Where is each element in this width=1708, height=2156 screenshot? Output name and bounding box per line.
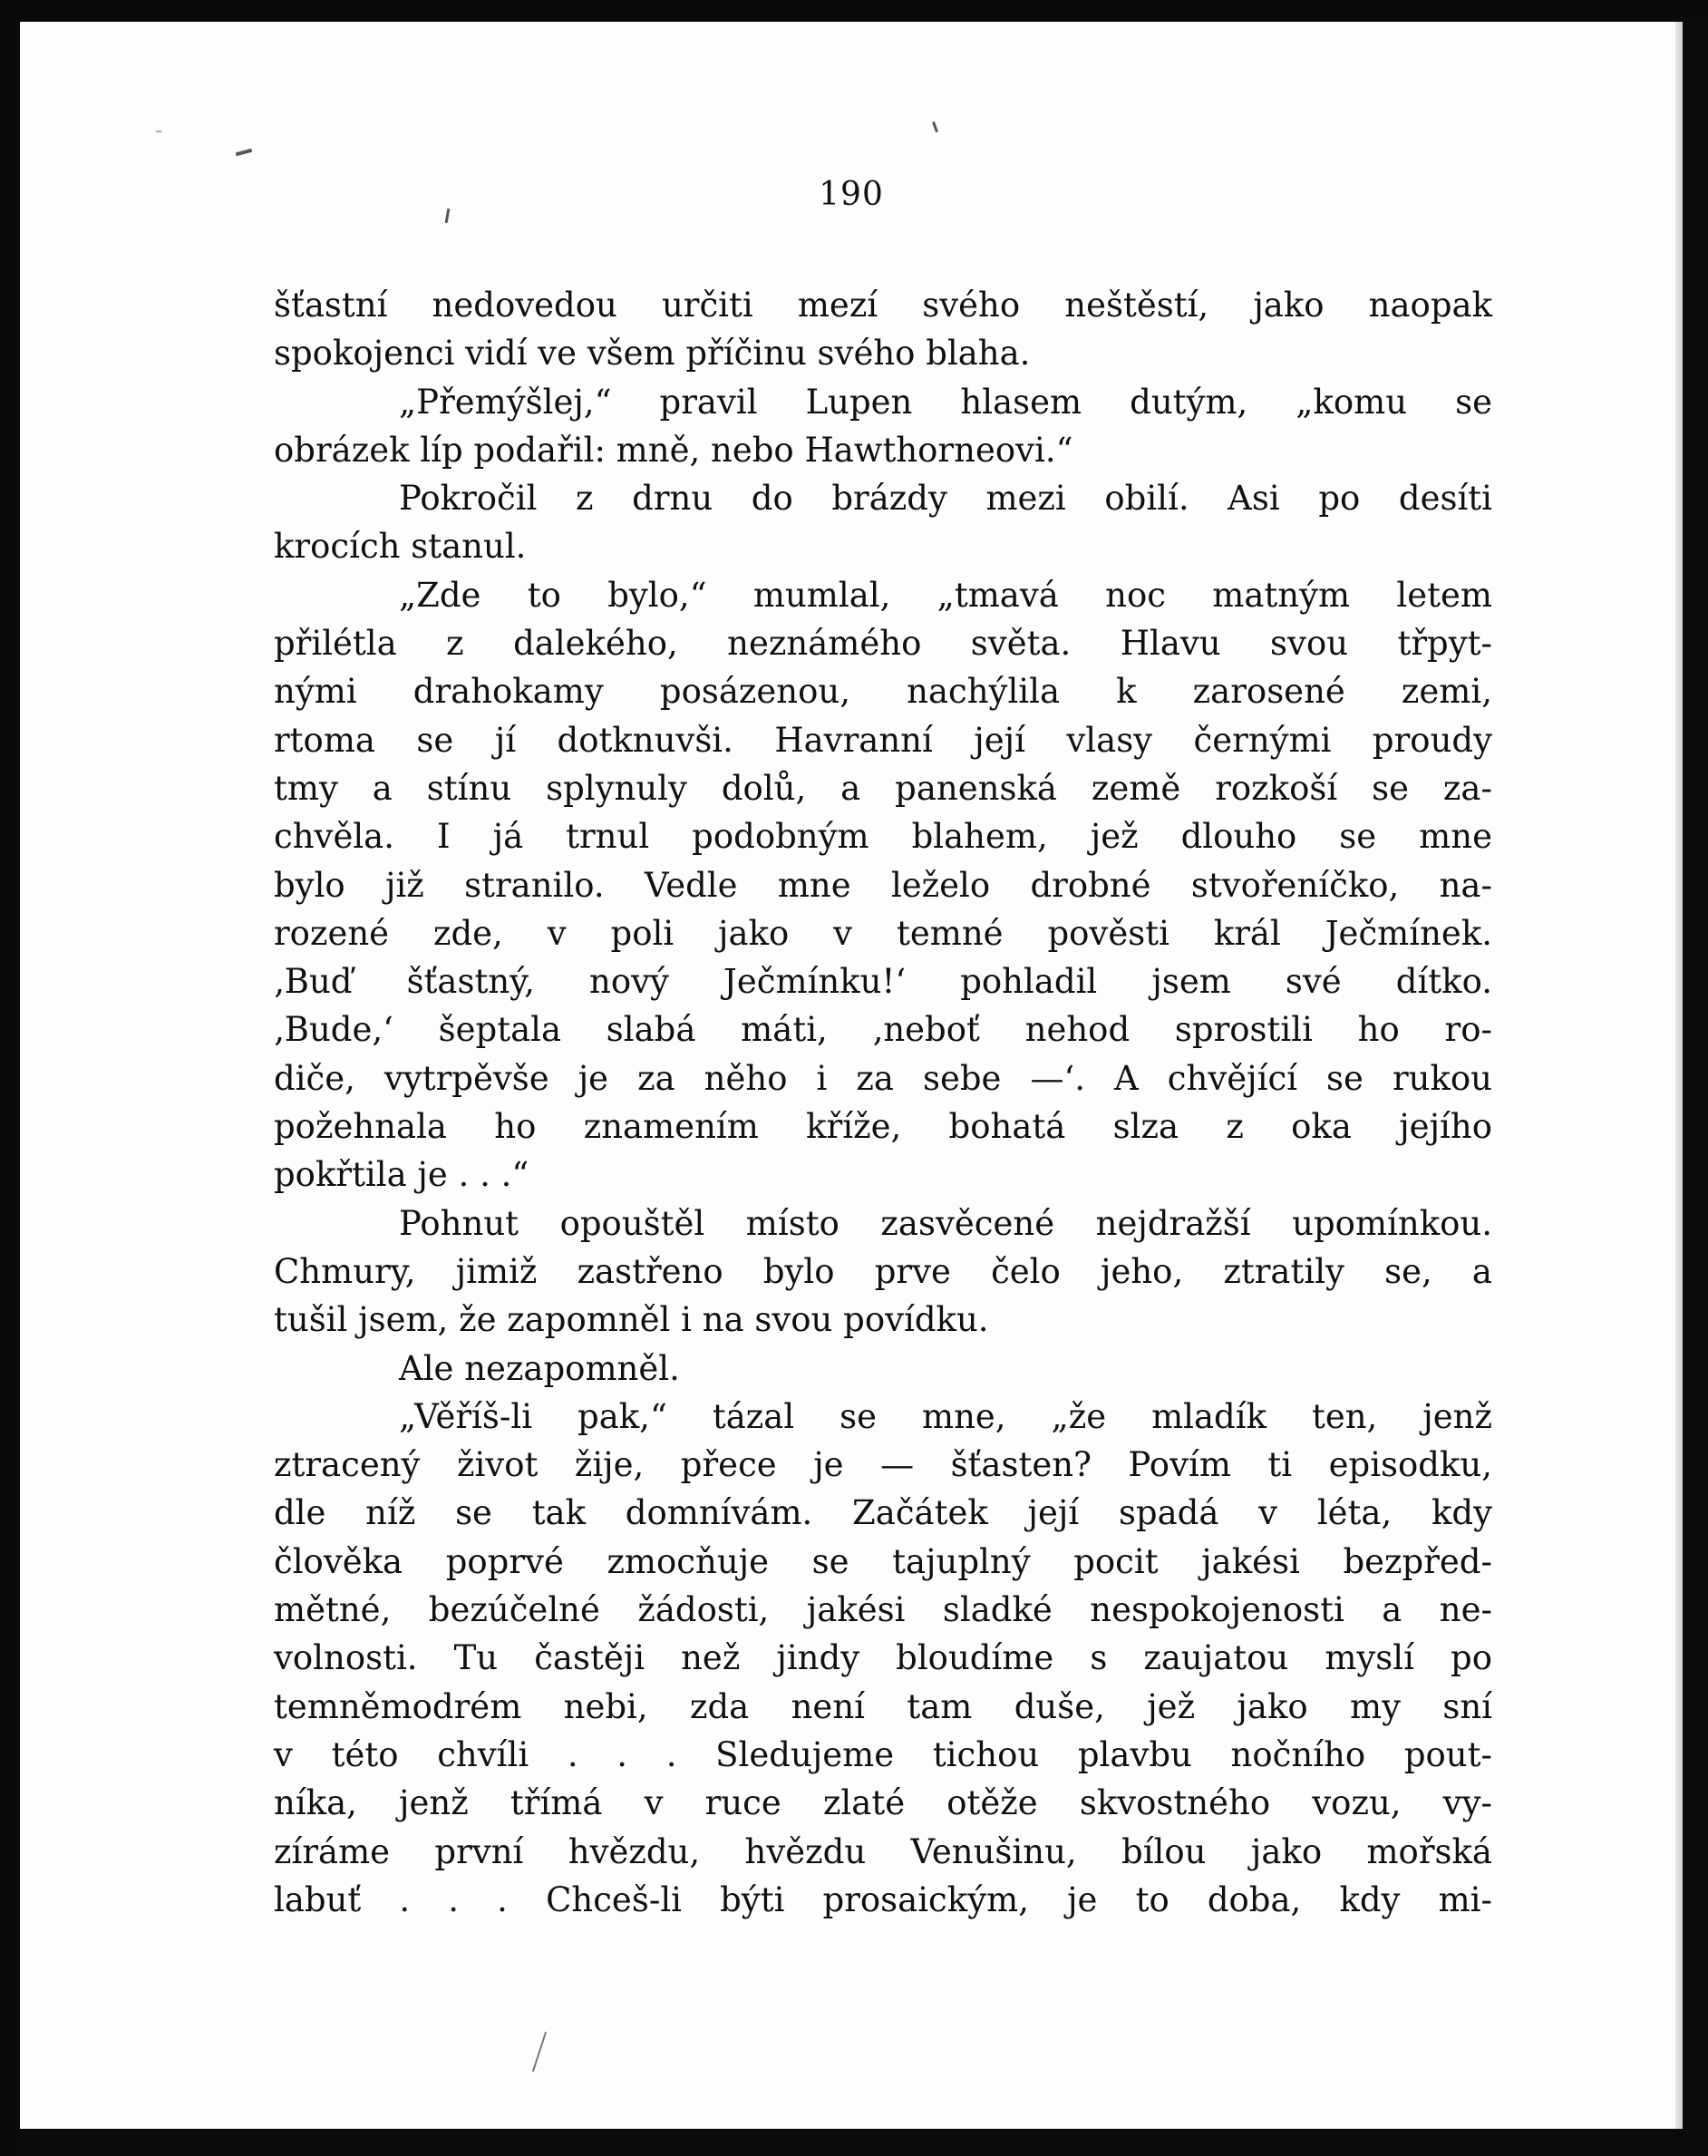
- scan-speck: [532, 2032, 547, 2072]
- page-edge-shadow: [1675, 22, 1683, 2129]
- text-line: rozené zde, v poli jako v temné pověsti král Ječmínek.: [274, 913, 1492, 953]
- text-line: ‚Bude,‘ šeptala slabá máti, ‚neboť nehod sprostili ho ro-: [274, 1010, 1492, 1050]
- text-line: tušil jsem, že zapomněl i na svou povídku.: [274, 1300, 989, 1340]
- text-line: „Věříš-li pak,“ tázal se mne, „že mladík ten, jenž: [399, 1396, 1492, 1436]
- text-line: Pokročil z drnu do brázdy mezi obilí. Asi po desíti: [399, 479, 1492, 519]
- text-line: v této chvíli . . . Sledujeme tichou plavbu nočního pout-: [274, 1734, 1492, 1774]
- text-line: obrázek líp podařil: mně, nebo Hawthorneovi.“: [274, 430, 1073, 470]
- text-line: šťastní nedovedou určiti mezí svého neštěstí, jako naopak: [274, 286, 1492, 325]
- text-line: rtoma se jí dotknuvši. Havranní její vlasy černými proudy: [274, 720, 1492, 760]
- scan-frame-left: [0, 0, 20, 2156]
- text-line: „Přemýšlej,“ pravil Lupen hlasem dutým, „komu se: [399, 382, 1492, 422]
- text-line: Ale nezapomněl.: [399, 1348, 680, 1388]
- text-line: ztracený život žije, přece je — šťasten? Povím ti episodku,: [274, 1445, 1492, 1485]
- text-line: spokojenci vidí ve všem příčinu svého blaha.: [274, 334, 1031, 374]
- text-line: dle níž se tak domnívám. Začátek její spadá v léta, kdy: [274, 1493, 1492, 1533]
- text-line: člověka poprvé zmocňuje se tajuplný pocit jakési bezpřed-: [274, 1541, 1492, 1581]
- text-line: krocích stanul.: [274, 527, 527, 567]
- text-line: Chmury, jimiž zastřeno bylo prve čelo jeho, ztratily se, a: [274, 1251, 1492, 1291]
- text-line: Pohnut opouštěl místo zasvěcené nejdražší upomínkou.: [399, 1203, 1492, 1243]
- text-line: zíráme první hvězdu, hvězdu Venušinu, bílou jako mořská: [274, 1831, 1492, 1871]
- text-line: temněmodrém nebi, zda není tam duše, jež jako my sní: [274, 1686, 1492, 1726]
- text-line: požehnala ho znamením kříže, bohatá slza z oka jejího: [274, 1107, 1492, 1147]
- scan-frame-top: [0, 0, 1708, 22]
- page-number: 190: [819, 176, 884, 213]
- text-line: ‚Buď šťastný, nový Ječmínku!‘ pohladil jsem své dítko.: [274, 962, 1492, 1002]
- scan-speck: [156, 131, 161, 132]
- scan-speck: [236, 149, 252, 157]
- text-line: „Zde to bylo,“ mumlal, „tmavá noc matným letem: [399, 575, 1492, 615]
- text-line: chvěla. I já trnul podobným blahem, jež dlouho se mne: [274, 817, 1492, 857]
- text-line: nými drahokamy posázenou, nachýlila k zarosené zemi,: [274, 672, 1492, 712]
- book-page: [20, 22, 1683, 2129]
- text-line: mětné, bezúčelné žádosti, jakési sladké nespokojenosti a ne-: [274, 1590, 1492, 1630]
- text-line: volnosti. Tu častěji než jindy bloudíme s zaujatou myslí po: [274, 1638, 1492, 1678]
- scan-speck: [932, 121, 938, 132]
- text-line: přilétla z dalekého, neznámého světa. Hlavu svou třpyt-: [274, 624, 1492, 664]
- text-line: diče, vytrpěvše je za něho i za sebe —‘. A chvějící se rukou: [274, 1058, 1492, 1098]
- text-line: tmy a stínu splynuly dolů, a panenská země rozkoší se za-: [274, 768, 1492, 808]
- text-line: pokřtila je . . .“: [274, 1155, 529, 1195]
- text-line: níka, jenž třímá v ruce zlaté otěže skvostného vozu, vy-: [274, 1783, 1492, 1823]
- body-text: [274, 281, 1492, 1924]
- text-line: labuť . . . Chceš-li býti prosaickým, je to doba, kdy mi-: [274, 1879, 1492, 1919]
- text-line: bylo již stranilo. Vedle mne leželo drobné stvořeníčko, na-: [274, 865, 1492, 905]
